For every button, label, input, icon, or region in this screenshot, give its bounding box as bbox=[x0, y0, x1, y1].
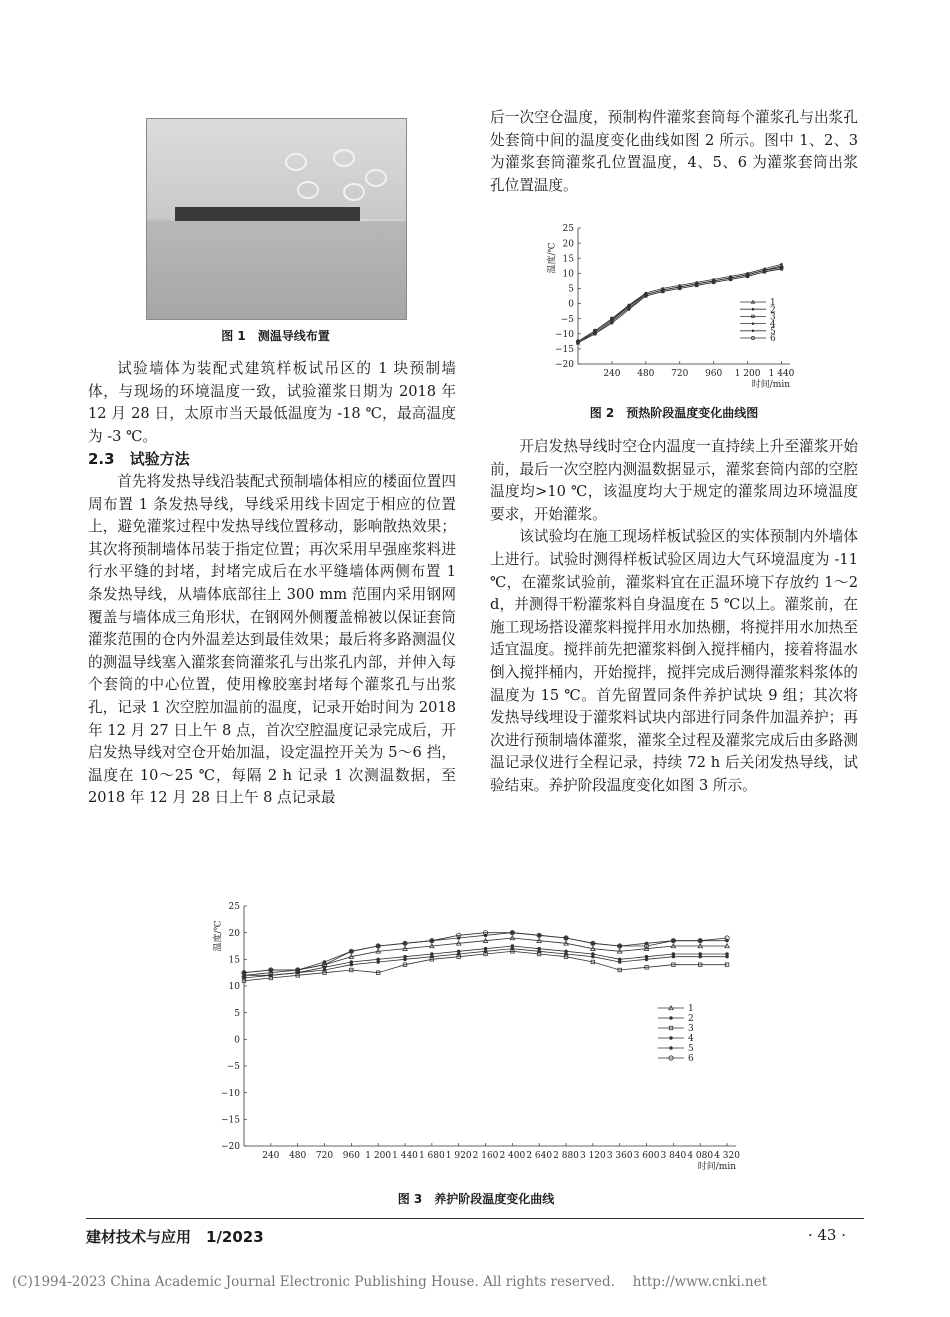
legend-label: 4 bbox=[770, 319, 776, 330]
legend-label: 2 bbox=[770, 305, 776, 316]
data-point bbox=[457, 952, 461, 956]
data-point bbox=[269, 974, 273, 978]
data-point bbox=[645, 958, 649, 962]
series-line bbox=[578, 267, 782, 341]
x-tick-label: 4 320 bbox=[714, 1151, 740, 1161]
data-point bbox=[430, 955, 434, 959]
series-line bbox=[578, 269, 782, 343]
x-tick-label: 240 bbox=[603, 369, 621, 379]
data-point bbox=[537, 950, 541, 954]
x-tick-label: 3 120 bbox=[579, 1151, 606, 1161]
x-tick-label: 1 440 bbox=[392, 1151, 418, 1161]
figure-1-photo bbox=[146, 118, 407, 320]
legend-label: 6 bbox=[770, 334, 776, 345]
photo-wire-coil bbox=[365, 169, 387, 187]
right-column-top bbox=[490, 107, 858, 197]
legend-label: 1 bbox=[770, 298, 776, 309]
data-point bbox=[350, 963, 354, 967]
copyright-notice: (C)1994-2023 China Academic Journal Electronic Publishing House. All rights reserved. http://www.cnki.net bbox=[12, 1274, 768, 1290]
y-tick-label: −20 bbox=[221, 1142, 240, 1153]
data-point bbox=[752, 322, 755, 325]
legend-label: 6 bbox=[688, 1054, 694, 1065]
data-point bbox=[511, 947, 515, 951]
data-point bbox=[698, 955, 702, 959]
y-tick-label: 25 bbox=[562, 224, 574, 235]
paragraph: 开启发热导线时空仓内温度一直持续上升至灌浆开始前，最后一次空腔内测温数据显示，灌浆套筒内部的空腔温度均>10 ℃，该温度均大于规定的灌浆周边环境温度要求，开始灌浆。 bbox=[490, 438, 858, 523]
x-tick-label: 2 640 bbox=[526, 1151, 553, 1161]
photo-wall bbox=[147, 119, 406, 219]
data-point bbox=[403, 958, 407, 962]
y-tick-label: −15 bbox=[555, 345, 574, 356]
x-tick-label: 3 840 bbox=[660, 1151, 687, 1161]
figure-3-chart bbox=[206, 896, 746, 1178]
y-tick-label: 25 bbox=[228, 902, 240, 913]
journal-name: 建材技术与应用 1/2023 bbox=[86, 1228, 264, 1246]
series-line bbox=[578, 266, 782, 343]
y-tick-label: 20 bbox=[562, 239, 574, 250]
x-tick-label: 1 680 bbox=[418, 1151, 445, 1161]
x-tick-label: 2 880 bbox=[553, 1151, 579, 1161]
data-point bbox=[669, 1046, 673, 1050]
legend-label: 4 bbox=[688, 1034, 694, 1045]
figure-2-caption: 图 2 预热阶段温度变化曲线图 bbox=[589, 406, 759, 420]
x-tick-label: 2 400 bbox=[499, 1151, 526, 1161]
x-tick-label: 720 bbox=[671, 369, 689, 379]
section-heading: 2.3 试验方法 bbox=[88, 450, 190, 469]
x-axis-label: 时间/min bbox=[751, 380, 790, 390]
x-axis-label: 时间/min bbox=[697, 1162, 736, 1172]
legend-label: 5 bbox=[770, 326, 776, 337]
y-tick-label: 0 bbox=[234, 1035, 240, 1046]
x-tick-label: 480 bbox=[289, 1151, 307, 1161]
x-tick-label: 2 160 bbox=[472, 1151, 499, 1161]
left-column bbox=[88, 358, 456, 810]
photo-grout-slot bbox=[175, 207, 360, 221]
y-tick-label: −10 bbox=[555, 329, 574, 340]
data-point bbox=[484, 950, 488, 954]
y-tick-label: 5 bbox=[234, 1008, 240, 1019]
y-tick-label: 5 bbox=[568, 284, 574, 295]
x-tick-label: 1 920 bbox=[445, 1151, 472, 1161]
legend-label: 1 bbox=[688, 1004, 694, 1015]
photo-wire-coil bbox=[333, 149, 355, 167]
y-tick-label: −15 bbox=[221, 1115, 240, 1126]
data-point bbox=[752, 308, 755, 311]
data-point bbox=[628, 308, 631, 311]
data-point bbox=[594, 332, 597, 335]
y-tick-label: 15 bbox=[228, 955, 240, 966]
photo-wire-coil bbox=[297, 181, 319, 199]
y-tick-label: 20 bbox=[228, 928, 240, 939]
x-tick-label: 1 200 bbox=[365, 1151, 392, 1161]
y-axis-label: 温度/℃ bbox=[213, 920, 224, 952]
x-tick-label: 720 bbox=[315, 1151, 334, 1161]
x-tick-label: 960 bbox=[342, 1151, 360, 1161]
x-tick-label: 1 200 bbox=[734, 369, 761, 379]
right-column-bottom bbox=[490, 436, 858, 798]
data-point bbox=[669, 1016, 673, 1020]
data-point bbox=[752, 330, 755, 333]
series-line bbox=[578, 269, 782, 343]
x-tick-label: 4 080 bbox=[687, 1151, 714, 1161]
series-line bbox=[578, 267, 782, 341]
data-point bbox=[376, 960, 380, 964]
data-point bbox=[611, 322, 614, 325]
legend-label: 3 bbox=[688, 1024, 694, 1035]
x-tick-label: 3 600 bbox=[633, 1151, 660, 1161]
figure-1-caption: 图 1 测温导线布置 bbox=[221, 329, 330, 343]
data-point bbox=[669, 1036, 673, 1040]
y-tick-label: 10 bbox=[228, 982, 240, 993]
paragraph: 该试验均在施工现场样板试验区的实体预制内外墙体上进行。试验时测得样板试验区周边大气环境温度为 -11 ℃，在灌浆试验前，灌浆料宜在正温环境下存放约 1～2 d，并测得干粉灌浆料自身温度在 5 ℃以上。灌浆前，在施工现场搭设灌浆料搅拌用水加热棚，将搅拌用水加热至适宜温度。搅拌前先把灌浆料倒入搅拌桶内，接着将温水倒入搅拌桶内，开始搅拌，搅拌完成后测得灌浆料浆体的温度为 15 ℃。首先留置同条件养护试块 9 组；其次将发热导线埋设于灌浆料试块内部进行同条件加温养护；再次进行预制墙体灌浆，灌浆全过程及灌浆完成后由多路测温记录仪进行全程记录，持续 72 h 后关闭发热导线，试验结束。养护阶段温度变化如图 3 所示。 bbox=[490, 528, 858, 794]
photo-wire-coil bbox=[343, 183, 365, 201]
y-tick-label: 10 bbox=[562, 269, 574, 280]
figure-2-chart bbox=[528, 218, 798, 396]
x-tick-label: 480 bbox=[637, 369, 655, 379]
page-number: · 43 · bbox=[807, 1226, 846, 1244]
photo-wire-coil bbox=[285, 153, 307, 171]
paragraph: 试验墙体为装配式建筑样板试吊区的 1 块预制墙体，与现场的环境温度一致，试验灌浆日期为 2018 年 12 月 28 日，太原市当天最低温度为 -18 ℃，最高温度为 -3 ℃。 bbox=[88, 360, 456, 445]
data-point bbox=[618, 960, 622, 964]
x-tick-label: 960 bbox=[705, 369, 723, 379]
legend-label: 3 bbox=[770, 312, 776, 323]
y-tick-label: −5 bbox=[226, 1062, 240, 1073]
footer-rule bbox=[86, 1218, 864, 1219]
data-point bbox=[725, 955, 729, 959]
y-tick-label: −5 bbox=[560, 314, 574, 325]
figure-3-caption: 图 3 养护阶段温度变化曲线 bbox=[397, 1192, 555, 1206]
y-tick-label: −10 bbox=[221, 1088, 240, 1099]
y-tick-label: −20 bbox=[555, 360, 574, 371]
x-tick-label: 1 440 bbox=[768, 369, 795, 379]
legend-label: 5 bbox=[688, 1044, 694, 1055]
y-tick-label: 0 bbox=[568, 299, 574, 310]
x-tick-label: 240 bbox=[262, 1151, 280, 1161]
data-point bbox=[591, 955, 595, 959]
photo-floor bbox=[147, 221, 406, 319]
data-point bbox=[323, 968, 327, 972]
paragraph: 首先将发热导线沿装配式预制墙体相应的楼面位置四周布置 1 条发热导线，导线采用线卡固定于相应的位置上，避免灌浆过程中发热导线位置移动，影响散热效果；其次将预制墙体吊装于指定位置；再次采用早强座浆料进行水平缝的封堵，封堵完成后在水平缝墙体两侧布置 1 条发热导线，从墙体底部往上 300 mm 范围内采用钢网覆盖与墙体成三角形状，在钢网外侧覆盖棉被以保证套筒灌浆范围的仓内外温差达到最佳效果；最后将多路测温仪的测温导线塞入灌浆套筒灌浆孔与出浆孔内部，并伸入每个套筒的中心位置，使用橡胶塞封堵每个灌浆孔与出浆孔，记录 1 次空腔加温前的温度，记录开始时间为 2018 年 12 月 27 日上午 8 点，首次空腔温度记录完成后，开启发热导线对空仓开始加温，设定温控开关为 5～6 挡，温度在 10～25 ℃，每隔 2 h 记录 1 次测温数据，至 2018 年 12 月 28 日上午 8 点记录最 bbox=[88, 472, 456, 807]
y-tick-label: 15 bbox=[562, 254, 574, 265]
paragraph: 后一次空仓温度，预制构件灌浆套筒每个灌浆孔与出浆孔处套筒中间的温度变化曲线如图 2 所示。图中 1、2、3 为灌浆套筒灌浆孔位置温度，4、5、6 为灌浆套筒出浆孔位置温度。 bbox=[490, 109, 858, 194]
series-line bbox=[244, 938, 727, 975]
data-point bbox=[672, 955, 676, 959]
data-point bbox=[780, 263, 783, 266]
data-point bbox=[564, 952, 568, 956]
legend-label: 2 bbox=[688, 1014, 694, 1025]
x-tick-label: 3 360 bbox=[606, 1151, 633, 1161]
y-axis-label: 温度/℃ bbox=[547, 242, 558, 274]
